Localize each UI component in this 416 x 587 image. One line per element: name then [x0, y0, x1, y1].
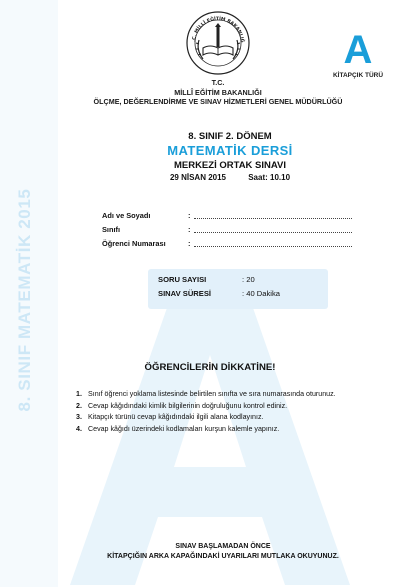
logo-arc-text: .C. MİLLÎ EĞİTİM BAKANLIĞ: [192, 16, 245, 43]
header-ministry: MİLLÎ EĞİTİM BAKANLIĞI: [174, 87, 262, 97]
exam-name: MERKEZİ ORTAK SINAVI: [173, 160, 287, 171]
number-row: [102, 236, 352, 250]
header-tc: T.C.: [211, 78, 225, 87]
student-info-form: [102, 208, 352, 250]
name-row: [102, 208, 352, 222]
rule-number: 1.: [76, 390, 82, 398]
rule-text: Cevap kâğıdındaki kimlik bilgilerinin doğruluğunu kontrol ediniz.: [88, 401, 288, 410]
side-banner-text: 8. SINIF MATEMATİK 2015: [15, 188, 34, 412]
class-colon: :: [188, 224, 191, 234]
class-field[interactable]: [194, 225, 352, 233]
duration-label: SINAV SÜRESİ: [158, 289, 212, 298]
side-band: [0, 0, 58, 587]
attention-title: ÖĞRENCİLERİN DİKKATİNE!: [144, 362, 276, 373]
name-label: Adı ve Soyadı: [102, 210, 151, 220]
exam-time: Saat: 10.10: [248, 173, 291, 182]
rule-item: [76, 389, 406, 401]
class-label: Sınıfı: [102, 224, 121, 234]
footer-line-2: KİTAPÇIĞIN ARKA KAPAĞINDAKİ UYARILARI MUTLAKA OKUYUNUZ.: [107, 552, 339, 560]
name-colon: :: [188, 210, 191, 220]
name-field[interactable]: [194, 211, 352, 219]
rule-text: Cevap kâğıdı üzerindeki kodlamaları kurşun kalemle yapınız.: [88, 424, 280, 433]
class-row: [102, 222, 352, 236]
booklet-type: [328, 30, 388, 79]
exam-info-box: [148, 269, 328, 309]
booklet-label: KİTAPÇIK TÜRÜ: [332, 72, 384, 79]
rule-text: Sınıf öğrenci yoklama listesinde belirtilen sınıfta ve sıra numarasında oturunuz.: [88, 390, 336, 398]
rule-text: Kitapçık türünü cevap kâğıdındaki ilgili alana kodlayınız.: [88, 413, 264, 421]
rule-number: 4.: [76, 424, 82, 433]
exam-date: 29 NİSAN 2015: [169, 173, 226, 182]
question-count-label: SORU SAYISI: [158, 275, 207, 284]
rules-list: [76, 389, 406, 435]
rule-item: [76, 401, 406, 413]
exam-title-block: [100, 130, 360, 184]
number-colon: :: [188, 238, 191, 248]
number-label: Öğrenci Numarası: [102, 238, 166, 248]
duration-row: [158, 287, 318, 301]
rule-item: [76, 424, 406, 436]
question-count-row: [158, 273, 318, 287]
booklet-letter: A: [343, 28, 373, 72]
header-directorate: ÖLÇME, DEĞERLENDİRME VE SINAV HİZMETLERİ GENEL MÜDÜRLÜĞÜ: [93, 97, 343, 106]
rule-number: 2.: [76, 401, 82, 410]
ministry-header: [58, 78, 378, 107]
course-title: MATEMATİK DERSİ: [167, 143, 293, 158]
question-count-value: : 20: [242, 275, 255, 284]
date-time-row: [100, 172, 360, 184]
ministry-logo-icon: [185, 10, 251, 76]
rule-item: [76, 412, 406, 424]
rule-number: 3.: [76, 413, 82, 421]
duration-value: : 40 Dakika: [242, 289, 280, 298]
footer-line-1: SINAV BAŞLAMADAN ÖNCE: [175, 543, 271, 550]
grade-term: 8. SINIF 2. DÖNEM: [188, 131, 272, 142]
watermark-letter-a: [70, 285, 350, 585]
student-number-field[interactable]: [194, 239, 352, 247]
footer-warning: [58, 542, 388, 561]
